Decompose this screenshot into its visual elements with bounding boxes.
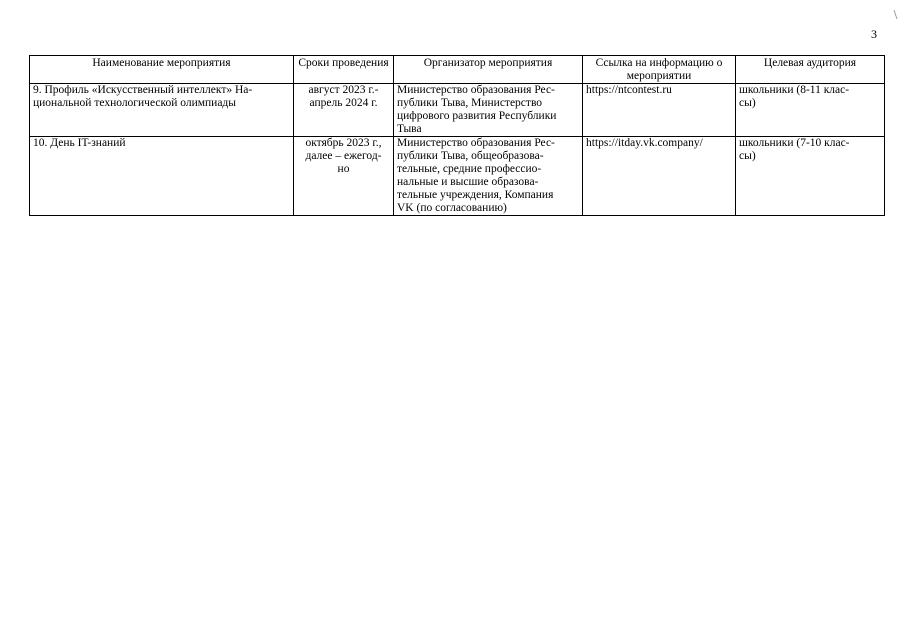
cell-organizer: Министерство образования Рес- публики Тыва, общеобразова- тельные, средние профессио- нальные и высшие образова- тельные учреждения, Компания VK (по согласованию) (394, 137, 583, 216)
table-row (30, 137, 885, 216)
table-header-row (30, 56, 885, 84)
header-info-link: Ссылка на информацию о мероприятии (583, 56, 736, 84)
cell-organizer: Министерство образования Рес- публики Тыва, Министерство цифрового развития Республики Тыва (394, 84, 583, 137)
header-organizer: Организатор мероприятия (394, 56, 583, 84)
cell-target-audience: школьники (8-11 клас- сы) (736, 84, 885, 137)
cell-target-audience: школьники (7-10 клас- сы) (736, 137, 885, 216)
page-number: 3 (871, 27, 877, 41)
cell-info-link: https://itday.vk.company/ (583, 137, 736, 216)
header-dates: Сроки проведения (294, 56, 394, 84)
header-target-audience: Целевая аудитория (736, 56, 885, 84)
cell-dates: октябрь 2023 г., далее – ежегод- но (294, 137, 394, 216)
cell-dates: август 2023 г.- апрель 2024 г. (294, 84, 394, 137)
cell-event-name: 9. Профиль «Искусственный интеллект» На- циональной технологической олимпиады (30, 84, 294, 137)
cell-event-name: 10. День IT-знаний (30, 137, 294, 216)
scan-artifact (893, 8, 899, 20)
table-row (30, 84, 885, 137)
header-event-name: Наименование мероприятия (30, 56, 294, 84)
cell-info-link: https://ntcontest.ru (583, 84, 736, 137)
events-table (29, 55, 885, 216)
